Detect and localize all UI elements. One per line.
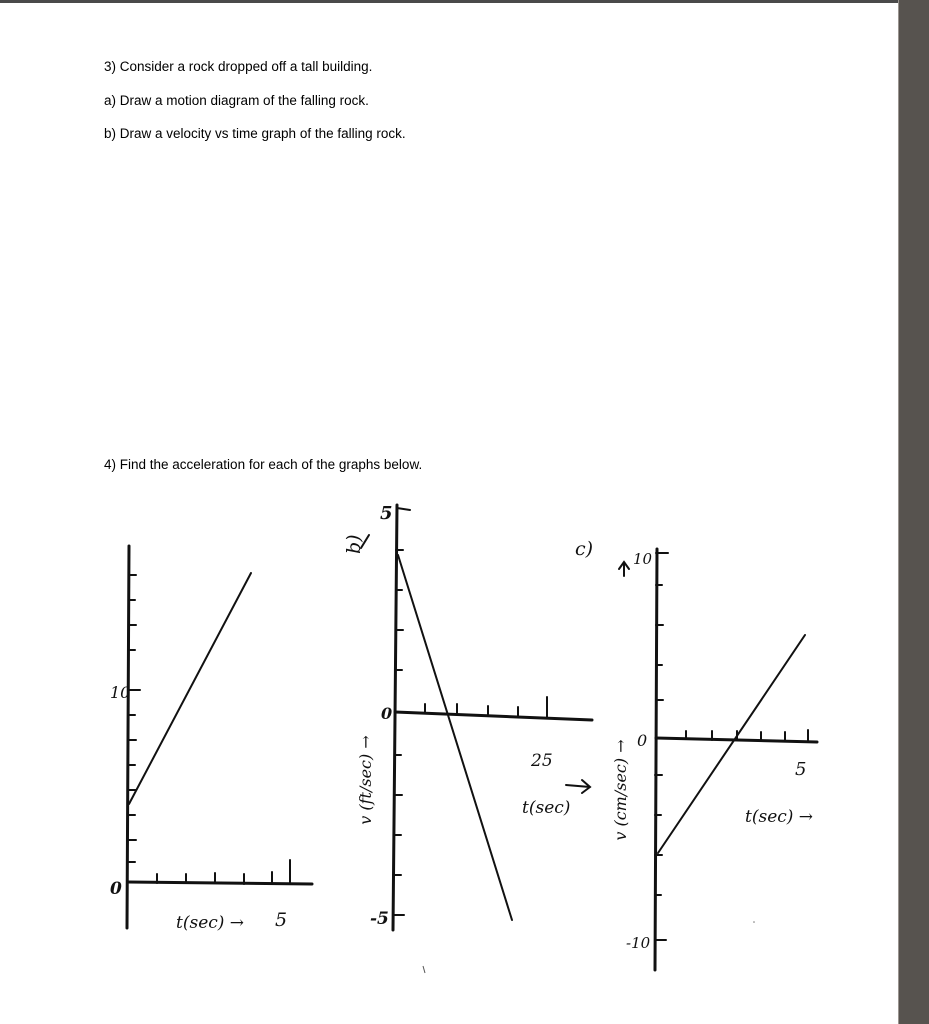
graph-a-data-line (129, 573, 251, 804)
question-3-title: 3) Consider a rock dropped off a tall building. (104, 59, 373, 74)
graph-b-data-line (398, 555, 512, 920)
graph-b-panel-label: b) (343, 534, 365, 554)
graph-b (361, 505, 592, 930)
graph-b-x-end-label: 25 (531, 751, 553, 771)
question-3-part-a: a) Draw a motion diagram of the falling rock. (104, 93, 369, 108)
graph-a-x-axis-label: t(sec) → (176, 913, 245, 933)
graph-c-y-axis-label: v (cm/sec) → (611, 739, 630, 841)
graph-b-y-axis-label: v (ft/sec) → (356, 735, 375, 825)
graph-b-origin-label: 0 (381, 704, 393, 723)
graph-c-y-top-label: 10 (633, 550, 653, 568)
stray-dot (753, 921, 755, 923)
graph-c-y-bottom-label: -10 (626, 934, 651, 952)
graph-a-y-label-10: 10 (110, 683, 131, 702)
question-3-part-b: b) Draw a velocity vs time graph of the falling rock. (104, 126, 406, 141)
question-4-title: 4) Find the acceleration for each of the graphs below. (104, 457, 423, 472)
graph-c-origin-label: 0 (637, 731, 648, 750)
graph-a-x-end-label: 5 (275, 909, 288, 931)
graph-a (127, 546, 312, 928)
graph-a-y-axis (127, 546, 129, 928)
graph-a-x-ticks (157, 860, 290, 884)
graph-b-x-axis-label: t(sec) (522, 798, 571, 818)
graph-c-y-axis (655, 549, 657, 970)
stray-mark (423, 966, 425, 973)
graph-c (619, 549, 817, 970)
graph-a-y-ticks (129, 575, 140, 862)
graph-b-y-bottom-label: -5 (370, 909, 389, 929)
graph-c-panel-label: c) (575, 538, 594, 560)
graph-a-origin-label: 0 (110, 879, 122, 899)
graph-a-x-axis (128, 882, 312, 884)
graph-b-y-top-label: 5 (380, 503, 393, 524)
graph-b-y-axis (393, 505, 397, 930)
graph-c-x-axis-label: t(sec) → (745, 807, 814, 827)
graph-c-x-end-label: 5 (795, 759, 807, 780)
